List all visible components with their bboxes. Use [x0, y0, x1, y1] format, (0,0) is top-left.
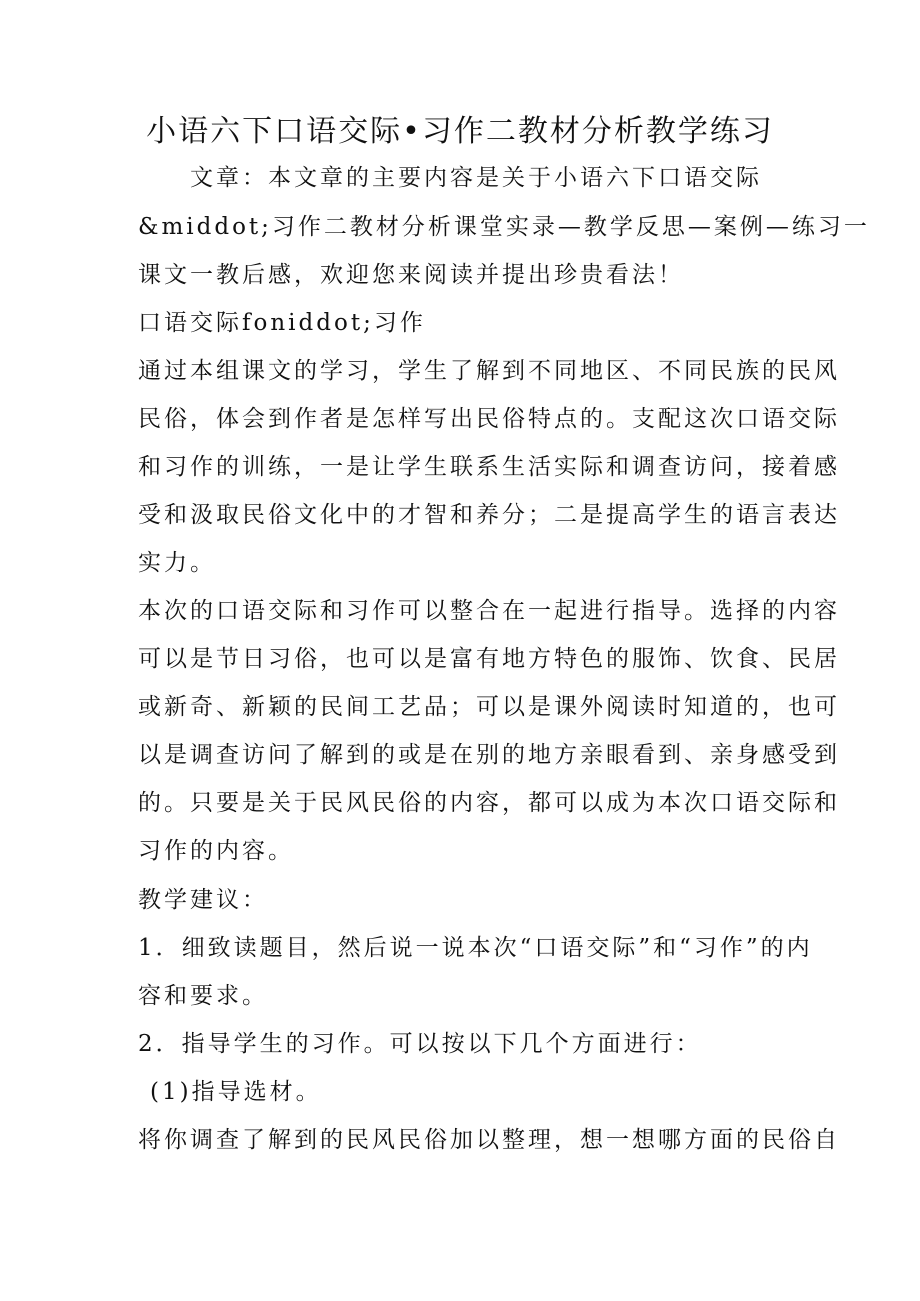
paragraph-line: 和习作的训练，一是让学生联系生活实际和调查访问，接着感 — [138, 454, 840, 480]
section-heading: 口语交际foniddot;习作 — [138, 310, 426, 336]
paragraph-line: 受和汲取民俗文化中的才智和养分；二是提高学生的语言表达 — [138, 502, 840, 528]
summary-line: &middot;习作二教材分析课堂实录—教学反思—案例—练习一 — [138, 214, 870, 240]
list-item: 1．细致读题目，然后说一说本次“口语交际”和“习作”的内 — [138, 935, 813, 961]
paragraph-line: 民俗，体会到作者是怎样写出民俗特点的。支配这次口语交际 — [138, 406, 840, 432]
sub-item: (1)指导选材。 — [150, 1079, 322, 1105]
paragraph-line: 本次的口语交际和习作可以整合在一起进行指导。选择的内容 — [138, 598, 840, 624]
paragraph-line: 可以是节日习俗，也可以是富有地方特色的服饰、饮食、民居 — [138, 646, 840, 672]
paragraph-line: 将你调查了解到的民风民俗加以整理，想一想哪方面的民俗自 — [138, 1127, 840, 1153]
document-title: 小语六下口语交际•习作二教材分析教学练习 — [146, 114, 774, 149]
summary-line: 课文一教后感，欢迎您来阅读并提出珍贵看法！ — [138, 262, 684, 288]
list-item: 容和要求。 — [138, 983, 268, 1009]
paragraph-line: 实力。 — [138, 550, 216, 576]
paragraph-line: 通过本组课文的学习，学生了解到不同地区、不同民族的民风 — [138, 358, 840, 384]
section-heading: 教学建议： — [138, 887, 268, 913]
list-item: 2．指导学生的习作。可以按以下几个方面进行： — [138, 1031, 702, 1057]
paragraph-line: 以是调查访问了解到的或是在别的地方亲眼看到、亲身感受到 — [138, 742, 840, 768]
paragraph-line: 习作的内容。 — [138, 838, 294, 864]
paragraph-line: 的。只要是关于民风民俗的内容，都可以成为本次口语交际和 — [138, 790, 840, 816]
summary-line: 文章：本文章的主要内容是关于小语六下口语交际 — [190, 165, 762, 191]
paragraph-line: 或新奇、新颖的民间工艺品；可以是课外阅读时知道的，也可 — [138, 694, 840, 720]
